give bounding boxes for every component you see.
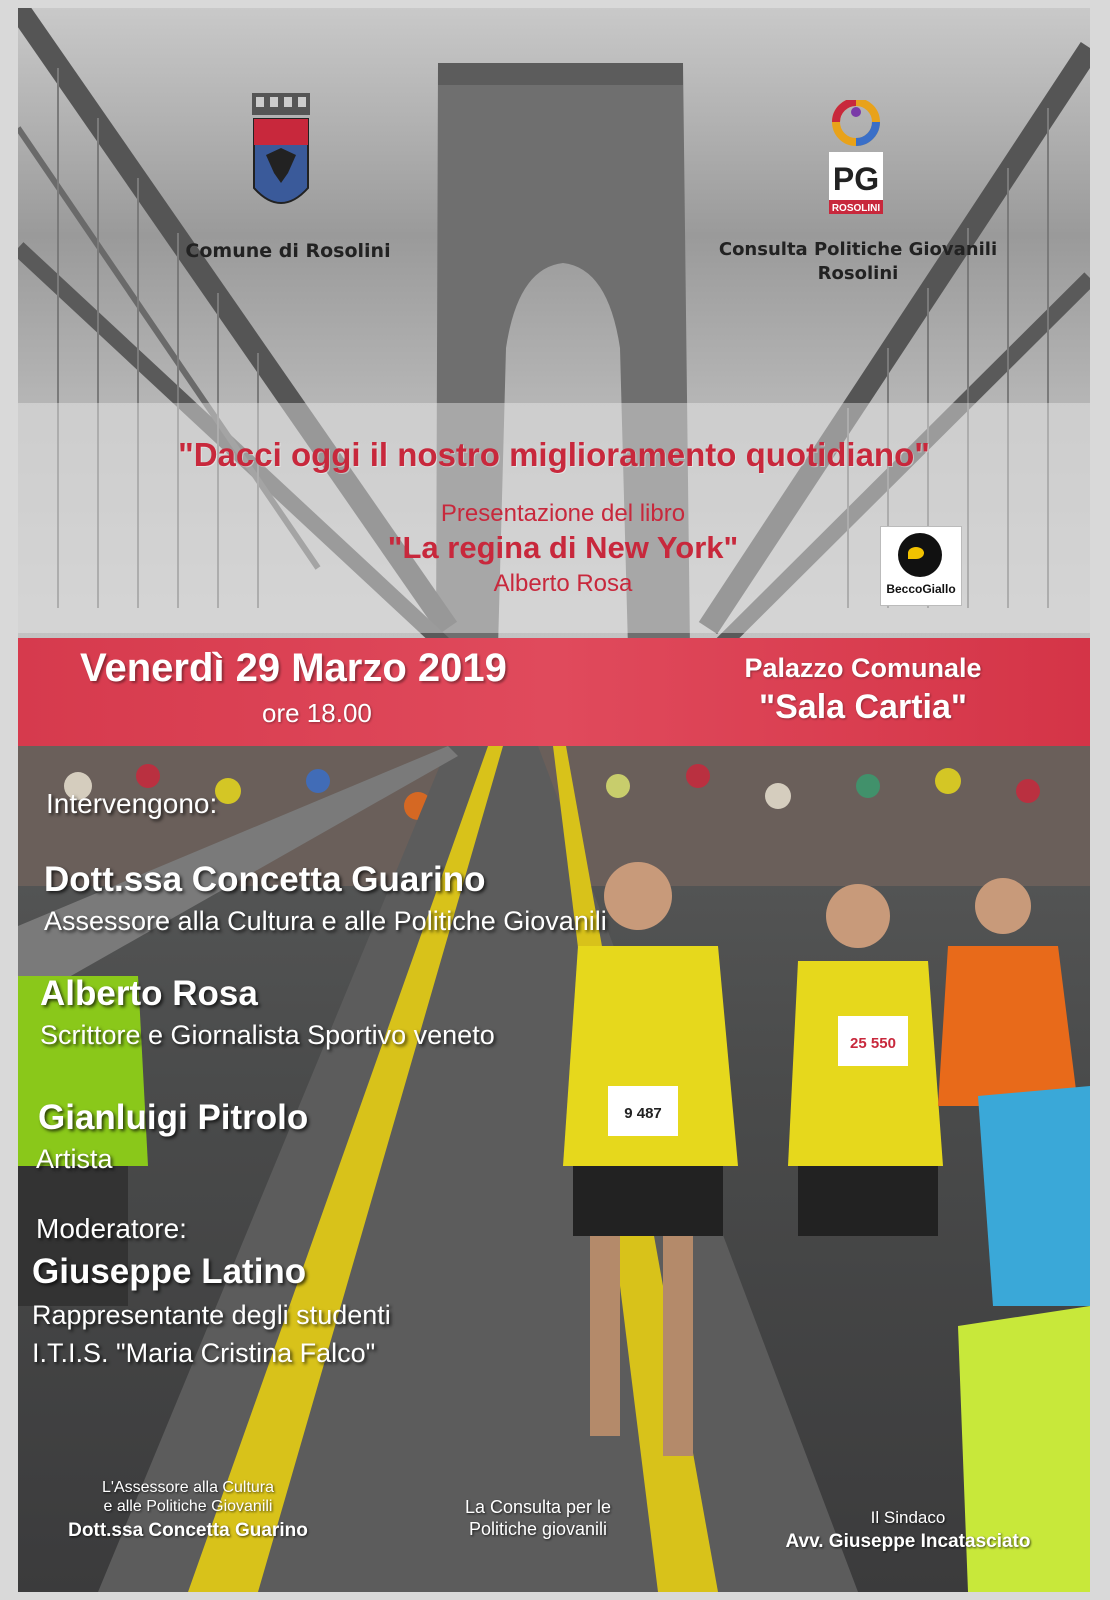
speaker-name: Gianluigi Pitrolo: [38, 1098, 309, 1137]
moderator-name: Giuseppe Latino: [32, 1252, 307, 1291]
speaker-role: Artista: [36, 1144, 113, 1174]
consulta-name-line1: Consulta Politiche Giovanili: [718, 239, 998, 260]
book-author: Alberto Rosa: [493, 570, 633, 597]
signature-assessore-name: Dott.ssa Concetta Guarino: [68, 1520, 308, 1541]
comune-name: Comune di Rosolini: [185, 240, 391, 262]
speakers-section: [18, 8, 1090, 1592]
bib-number-1: 9 487: [624, 1105, 662, 1122]
pg-logo-text: PG: [832, 161, 880, 197]
signature-assessore-role1: L'Assessore alla Cultura: [101, 1479, 275, 1496]
signature-sindaco-role: Il Sindaco: [870, 1508, 946, 1527]
consulta-name-line2: Rosolini: [817, 263, 899, 284]
bib-number-2: 25 550: [850, 1035, 896, 1052]
beccogiallo-label: BeccoGiallo: [886, 582, 956, 596]
event-subtitle: Presentazione del libro: [440, 500, 686, 527]
speakers-heading: Intervengono:: [46, 788, 218, 819]
signature-assessore-role2: e alle Politiche Giovanili: [103, 1498, 273, 1515]
venue-line1: Palazzo Comunale: [744, 653, 982, 683]
venue-line2: "Sala Cartia": [758, 688, 967, 726]
signature-sindaco: [758, 1508, 1058, 1553]
speaker-role: Scrittore e Giornalista Sportivo veneto: [40, 1020, 495, 1050]
moderator-heading: Moderatore:: [36, 1213, 187, 1244]
speaker-role: Assessore alla Cultura e alle Politiche Giovanili: [44, 906, 607, 936]
signature-consulta-line2: Politiche giovanili: [468, 1519, 608, 1539]
event-poster: [18, 8, 1090, 1592]
signature-sindaco-name: Avv. Giuseppe Incatasciato: [785, 1531, 1031, 1552]
event-time: ore 18.00: [262, 698, 372, 728]
moderator-role-line2: I.T.I.S. "Maria Cristina Falco": [32, 1338, 376, 1368]
event-title: "Dacci oggi il nostro miglioramento quotidiano": [178, 436, 930, 473]
event-date: Venerdì 29 Marzo 2019: [80, 646, 507, 690]
book-title: "La regina di New York": [387, 530, 739, 565]
moderator-role-line1: Rappresentante degli studenti: [32, 1300, 391, 1330]
signature-consulta: [438, 1496, 638, 1540]
signature-consulta-line1: La Consulta per le: [464, 1497, 612, 1517]
speaker-name: Alberto Rosa: [40, 974, 258, 1013]
speaker-name: Dott.ssa Concetta Guarino: [44, 860, 486, 899]
signature-assessore: [38, 1478, 338, 1542]
pg-logo-sub: ROSOLINI: [831, 203, 881, 214]
